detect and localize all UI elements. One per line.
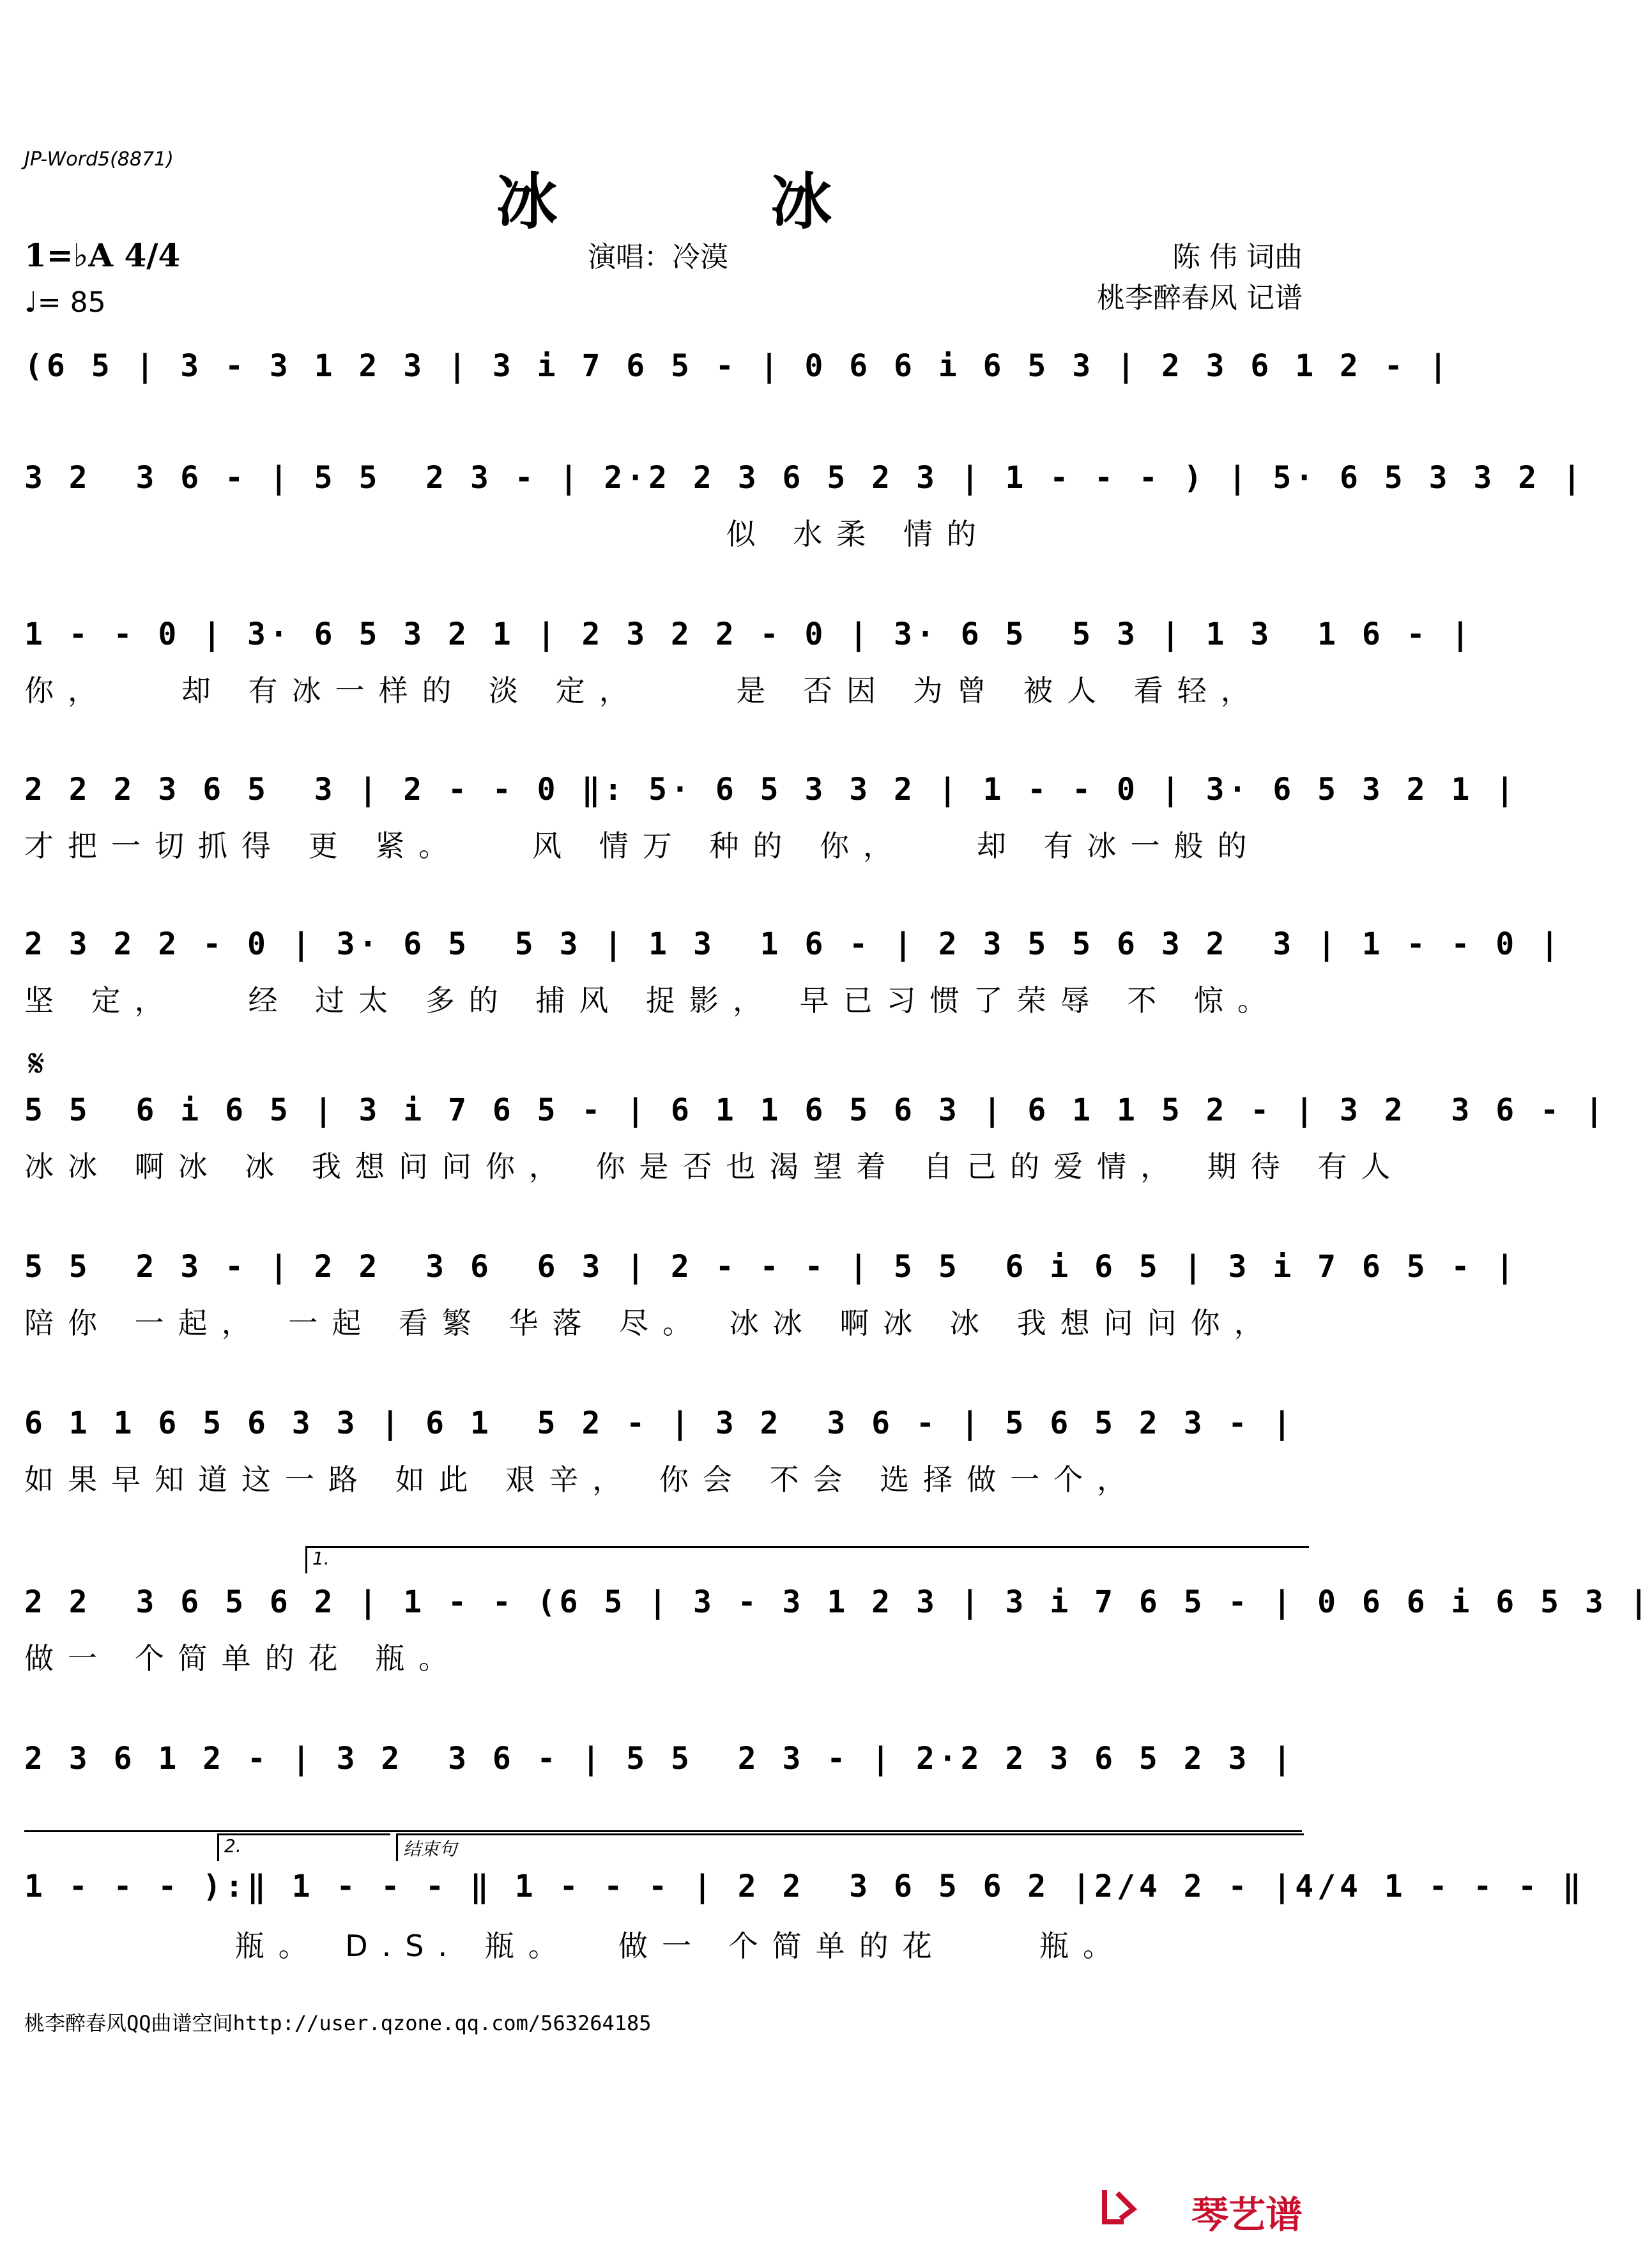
second-ending-bracket: 2. [217, 1833, 390, 1861]
footer-link[interactable]: 桃李醉春风QQ曲谱空间http://user.qzone.qq.com/563264185 [24, 2011, 652, 2035]
lyric-row: 陪你 一起， 一起 看繁 华落 尽。 冰冰 啊冰 冰 我想问问你， [24, 1306, 1278, 1340]
notation-row: 2 3 6 1 2 - | 3 2 3 6 - | 5 5 2 3 - | 2·2 2 3 6 5 2 3 | [24, 1741, 1296, 1777]
lyric-row: 瓶。 D.S. 瓶。 做一 个简单的花 瓶。 [24, 1929, 1127, 1963]
notation-row: 1 - - - ):‖ 1 - - - ‖ 1 - - - | 2 2 3 6 5 6 2 |2/4 2 - |4/4 1 - - - ‖ [24, 1869, 1585, 1904]
lyric-row: 冰冰 啊冰 冰 我想问问你， 你是否也渴望着 自己的爱情， 期待 有人 [24, 1149, 1405, 1184]
singer-credit: 演唱：冷漠 [588, 241, 728, 273]
transcriber-credit: 桃李醉春风 记谱 [1097, 282, 1303, 314]
lyric-row: 你， 却 有冰一样的 淡 定， 是 否因 为曾 被人 看轻， [24, 673, 1264, 708]
system-bracket-line [24, 1830, 1302, 1832]
lyric-row: 似 水柔 情的 [24, 517, 990, 551]
lyric-row: 坚 定， 经 过太 多的 捕风 捉影， 早已习惯了荣辱 不 惊。 [24, 983, 1281, 1018]
segno-sign: 𝄋 [28, 1041, 45, 1086]
brand-name: 琴艺谱 [1191, 2193, 1303, 2237]
key-signature: 1=♭A 4/4 [24, 236, 181, 274]
brand-logo-icon [1098, 2184, 1143, 2228]
notation-row: 5 5 2 3 - | 2 2 3 6 6 3 | 2 - - - | 5 5 6 i 6 5 | 3 i 7 6 5 - | [24, 1249, 1518, 1285]
lyric-row: 如果早知道这一路 如此 艰辛， 你会 不会 选择做一个， [24, 1462, 1141, 1497]
notation-row: 6 1 1 6 5 6 3 3 | 6 1 5 2 - | 3 2 3 6 - | 5 6 5 2 3 - | [24, 1405, 1296, 1441]
notation-row: 2 2 3 6 5 6 2 | 1 - - (6 5 | 3 - 3 1 2 3 | 3 i 7 6 5 - | 0 6 6 i 6 5 3 | [24, 1584, 1652, 1620]
notation-row: 2 2 2 3 6 5 3 | 2 - - 0 ‖: 5· 6 5 3 3 2 | 1 - - 0 | 3· 6 5 3 2 1 | [24, 772, 1518, 807]
coda-bracket: 结束句 [396, 1833, 1304, 1861]
lyric-row: 做一 个简单的花 瓶。 [24, 1641, 463, 1676]
notation-row: 1 - - 0 | 3· 6 5 3 2 1 | 2 3 2 2 - 0 | 3· 6 5 5 3 | 1 3 1 6 - | [24, 616, 1474, 652]
tempo-mark: ♩= 85 [24, 286, 106, 319]
composer-credit: 陈 伟 词曲 [1172, 241, 1303, 273]
notation-row: 2 3 2 2 - 0 | 3· 6 5 5 3 | 1 3 1 6 - | 2 3 5 5 6 3 2 3 | 1 - - 0 | [24, 926, 1563, 962]
first-ending-bracket: 1. [305, 1546, 1309, 1573]
notation-row: (6 5 | 3 - 3 1 2 3 | 3 i 7 6 5 - | 0 6 6 i 6 5 3 | 2 3 6 1 2 - | [24, 348, 1451, 384]
notation-row: 3 2 3 6 - | 5 5 2 3 - | 2·2 2 3 6 5 2 3 | 1 - - - ) | 5· 6 5 3 3 2 | [24, 460, 1585, 496]
software-label: JP-Word5(8871) [24, 148, 174, 171]
lyric-row: 才把一切抓得 更 紧。 风 情万 种的 你， 却 有冰一般的 [24, 829, 1261, 863]
notation-row: 5 5 6 i 6 5 | 3 i 7 6 5 - | 6 1 1 6 5 6 3 | 6 1 1 5 2 - | 3 2 3 6 - | [24, 1092, 1607, 1128]
song-title: 冰 冰 [496, 165, 928, 238]
